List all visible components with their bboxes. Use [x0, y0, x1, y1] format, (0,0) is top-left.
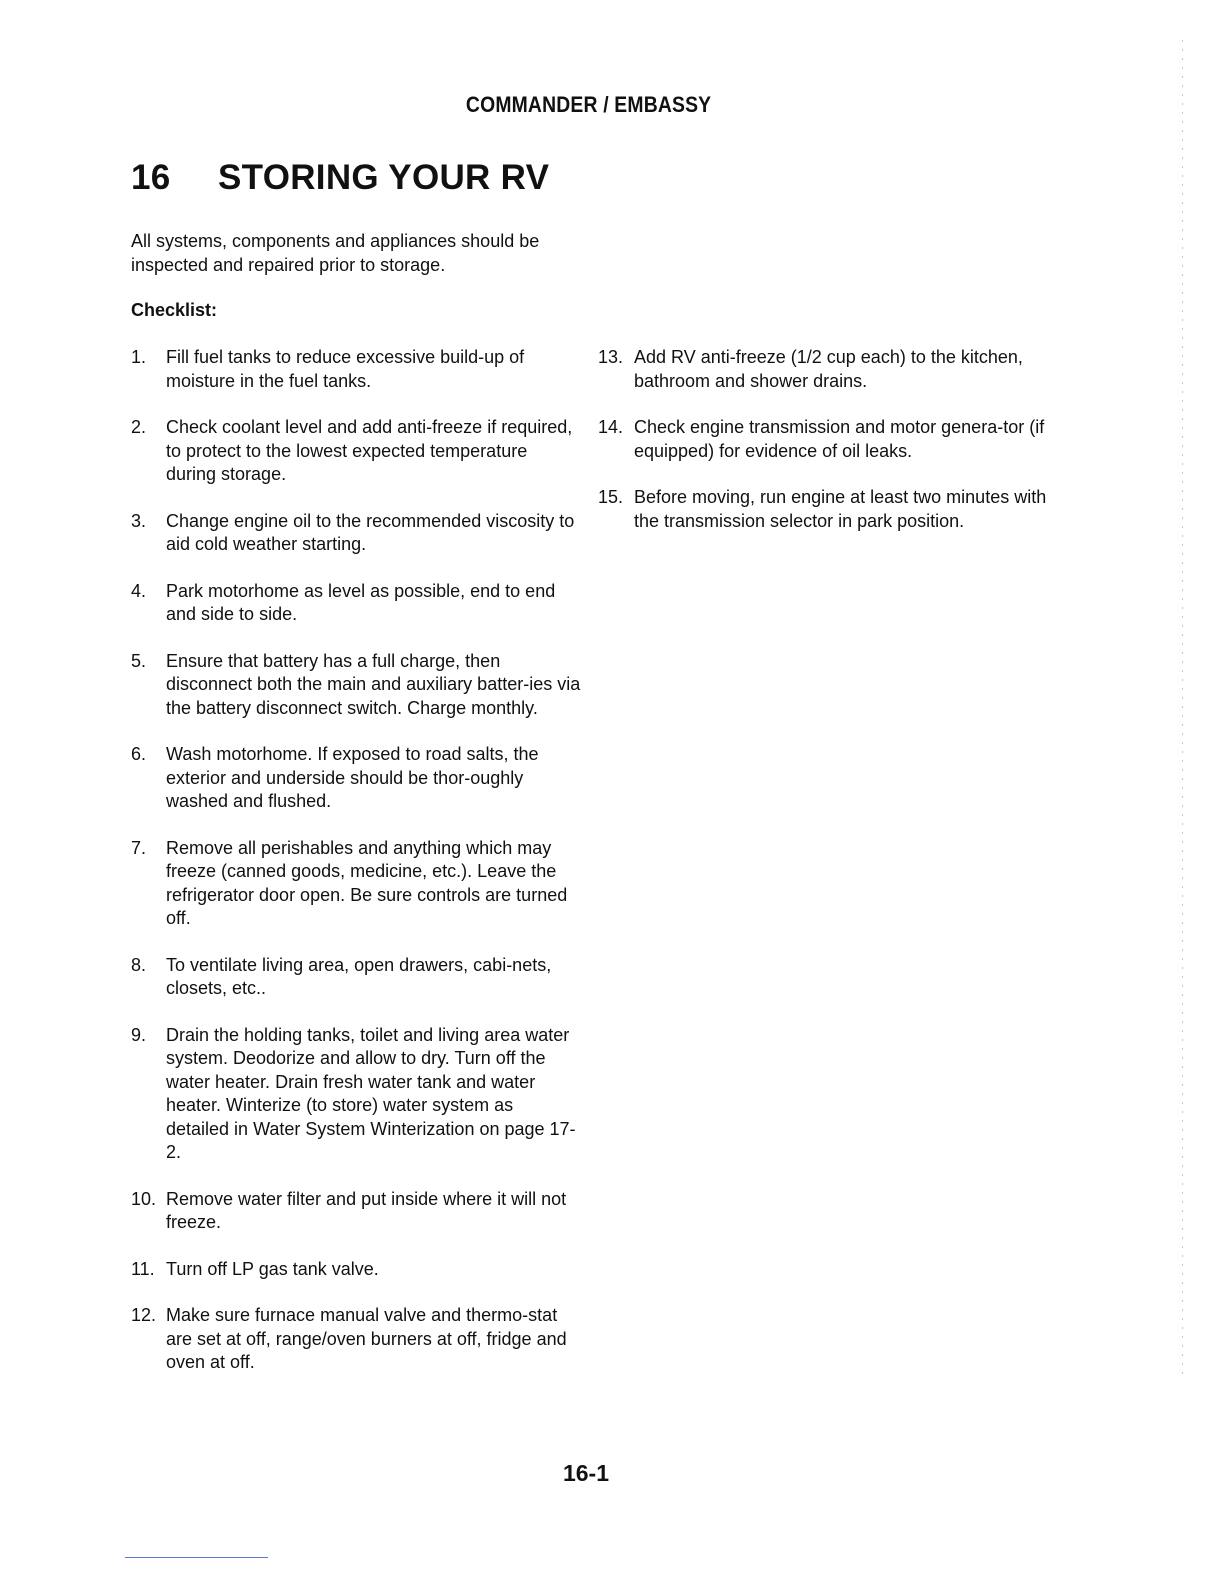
checklist-right-column — [598, 346, 1058, 556]
item-text: Make sure furnace manual valve and thermo-stat are set at off, range/oven burners at off, fridge and oven at off. — [166, 1305, 567, 1372]
item-number: 1. — [131, 347, 147, 367]
page-number: 16-1 — [562, 1460, 610, 1486]
item-number: 12. — [131, 1305, 157, 1325]
item-number: 5. — [131, 650, 147, 671]
checklist-item-13 — [598, 346, 1058, 393]
checklist-item-11 — [131, 1258, 581, 1282]
item-text: Change engine oil to the recommended viscosity to aid cold weather starting. — [166, 510, 575, 554]
checklist-left-column — [131, 346, 581, 1398]
checklist-item-7 — [131, 837, 581, 931]
item-number: 13. — [598, 347, 624, 367]
item-number: 3. — [131, 510, 147, 531]
item-number: 7. — [131, 837, 147, 858]
chapter-number: 16 — [131, 158, 171, 197]
item-number: 15. — [598, 487, 624, 507]
checklist-item-9 — [131, 1024, 581, 1165]
item-text: Check engine transmission and motor genera-tor (if equipped) for evidence of oil leaks. — [634, 417, 1045, 461]
item-text: Add RV anti-freeze (1/2 cup each) to the kitchen, bathroom and shower drains. — [634, 347, 1023, 391]
item-number: 10. — [131, 1188, 157, 1209]
scan-edge-artifact — [1182, 40, 1183, 1380]
item-text: Check coolant level and add anti-freeze if required, to protect to the lowest expected temperature during storage. — [166, 417, 573, 484]
item-text: Ensure that battery has a full charge, then disconnect both the main and auxiliary batter-ies via the battery disconnect switch. Charge monthly. — [166, 650, 581, 718]
item-number: 9. — [131, 1024, 147, 1045]
item-number: 4. — [131, 580, 147, 601]
checklist-item-2 — [131, 416, 581, 487]
checklist-item-14 — [598, 416, 1058, 463]
chapter-title: STORING YOUR RV — [218, 158, 550, 197]
item-number: 8. — [131, 954, 147, 975]
item-text: Wash motorhome. If exposed to road salts, the exterior and underside should be thor-oughly washed and flushed. — [166, 744, 539, 811]
checklist-item-1 — [131, 346, 581, 393]
item-number: 6. — [131, 744, 147, 764]
item-text: Drain the holding tanks, toilet and living area water system. Deodorize and allow to dry. Turn off the water heater. Drain fresh water tank and water heater. Winterize (to store) water system as detailed in Water System Winterization on page 17-2. — [166, 1024, 576, 1162]
item-number: 14. — [598, 417, 624, 437]
chapter-heading — [131, 158, 549, 198]
checklist-item-6 — [131, 743, 581, 814]
checklist-item-15 — [598, 486, 1058, 533]
checklist-item-8 — [131, 954, 581, 1001]
checklist-item-3 — [131, 510, 581, 557]
item-text: Remove all perishables and anything which may freeze (canned goods, medicine, etc.). Leave the refrigerator door open. Be sure controls are turned off. — [166, 837, 568, 928]
item-text: To ventilate living area, open drawers, cabi-nets, closets, etc.. — [166, 954, 552, 998]
checklist-item-10 — [131, 1188, 581, 1235]
checklist-item-4 — [131, 580, 581, 627]
item-number: 11. — [131, 1258, 155, 1279]
item-text: Turn off LP gas tank valve. — [166, 1258, 379, 1279]
intro-paragraph: All systems, components and appliances should be inspected and repaired prior to storage. — [131, 231, 540, 275]
checklist-title: Checklist: — [131, 300, 218, 320]
checklist-item-12 — [131, 1304, 581, 1375]
checklist-item-5 — [131, 650, 581, 721]
item-text: Park motorhome as level as possible, end to end and side to side. — [166, 580, 556, 624]
item-number: 2. — [131, 417, 147, 437]
item-text: Fill fuel tanks to reduce excessive build-up of moisture in the fuel tanks. — [166, 347, 525, 391]
item-text: Before moving, run engine at least two minutes with the transmission selector in park position. — [634, 487, 1047, 531]
bottom-rule — [125, 1557, 268, 1558]
item-text: Remove water filter and put inside where it will not freeze. — [166, 1188, 567, 1232]
running-header: COMMANDER / EMBASSY — [465, 92, 712, 117]
